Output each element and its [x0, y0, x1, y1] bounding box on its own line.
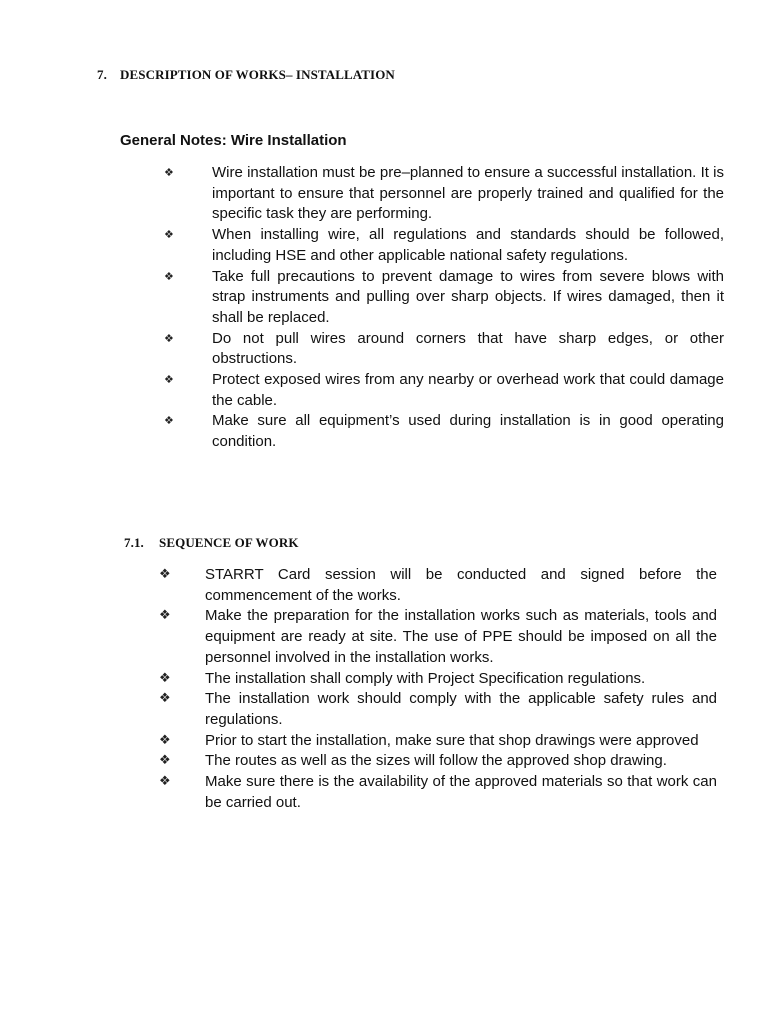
list-item: [159, 565, 717, 606]
list-item-text: Wire installation must be pre–planned to ensure a successful installation. It is important to ensure that personnel are properly trained and qualified for the specific task they are performing.: [212, 164, 724, 223]
diamond-bullet-icon: ❖: [164, 228, 174, 242]
diamond-bullet-icon: ❖: [159, 691, 171, 707]
diamond-bullet-icon: ❖: [159, 608, 171, 624]
list-item: [159, 669, 717, 690]
list-item: [164, 370, 724, 411]
general-notes-title: General Notes: Wire Installation: [120, 132, 347, 149]
list-item-text: The routes as well as the sizes will follow the approved shop drawing.: [205, 752, 667, 770]
diamond-bullet-icon: ❖: [159, 732, 171, 748]
diamond-bullet-icon: ❖: [159, 753, 171, 769]
list-item: [159, 606, 717, 668]
list-item-text: Prior to start the installation, make sure that shop drawings were approved: [205, 731, 699, 749]
list-item-text: Take full precautions to prevent damage to wires from severe blows with strap instruments and pulling over sharp objects. If wires damaged, then it shall be replaced.: [212, 267, 724, 326]
list-item-text: Do not pull wires around corners that have sharp edges, or other obstructions.: [212, 329, 724, 368]
list-item-text: When installing wire, all regulations and standards should be followed, including HSE and other applicable national safety regulations.: [212, 226, 724, 264]
section-title: DESCRIPTION OF WORKS– INSTALLATION: [120, 67, 395, 82]
list-item-text: Make sure there is the availability of the approved materials so that work can be carried out.: [205, 773, 717, 811]
list-item: [164, 163, 724, 225]
diamond-bullet-icon: ❖: [159, 567, 171, 582]
list-item-text: STARRT Card session will be conducted and signed before the commencement of the works.: [205, 566, 717, 604]
list-item-text: The installation work should comply with the applicable safety rules and regulations.: [205, 690, 717, 728]
diamond-bullet-icon: ❖: [164, 331, 174, 345]
list-item-text: Make sure all equipment’s used during installation is in good operating condition.: [212, 412, 724, 451]
list-item-text: Protect exposed wires from any nearby or overhead work that could damage the cable.: [212, 371, 724, 409]
diamond-bullet-icon: ❖: [164, 414, 174, 428]
list-item: [159, 772, 717, 813]
section-heading: [97, 67, 395, 83]
list-item: [164, 267, 724, 329]
list-item-text: The installation shall comply with Project Specification regulations.: [205, 669, 646, 687]
sequence-of-work-list: [159, 565, 717, 813]
section-number: 7.: [97, 67, 107, 82]
diamond-bullet-icon: ❖: [164, 269, 174, 283]
diamond-bullet-icon: ❖: [164, 166, 174, 179]
list-item-text: Make the preparation for the installation works such as materials, tools and equipment are ready at site. The use of PPE should be imposed on all the personnel involved in the installation works.: [205, 607, 717, 666]
subsection-title: SEQUENCE OF WORK: [159, 535, 299, 550]
list-item: [164, 225, 724, 266]
diamond-bullet-icon: ❖: [159, 774, 171, 790]
diamond-bullet-icon: ❖: [159, 670, 171, 686]
diamond-bullet-icon: ❖: [164, 373, 174, 387]
general-notes-list: [164, 163, 724, 453]
list-item: [159, 731, 717, 752]
list-item: [164, 411, 724, 452]
list-item: [159, 751, 717, 772]
subsection-heading: [124, 535, 299, 551]
list-item: [159, 689, 717, 730]
subsection-number: 7.1.: [124, 535, 144, 550]
list-item: [164, 329, 724, 370]
